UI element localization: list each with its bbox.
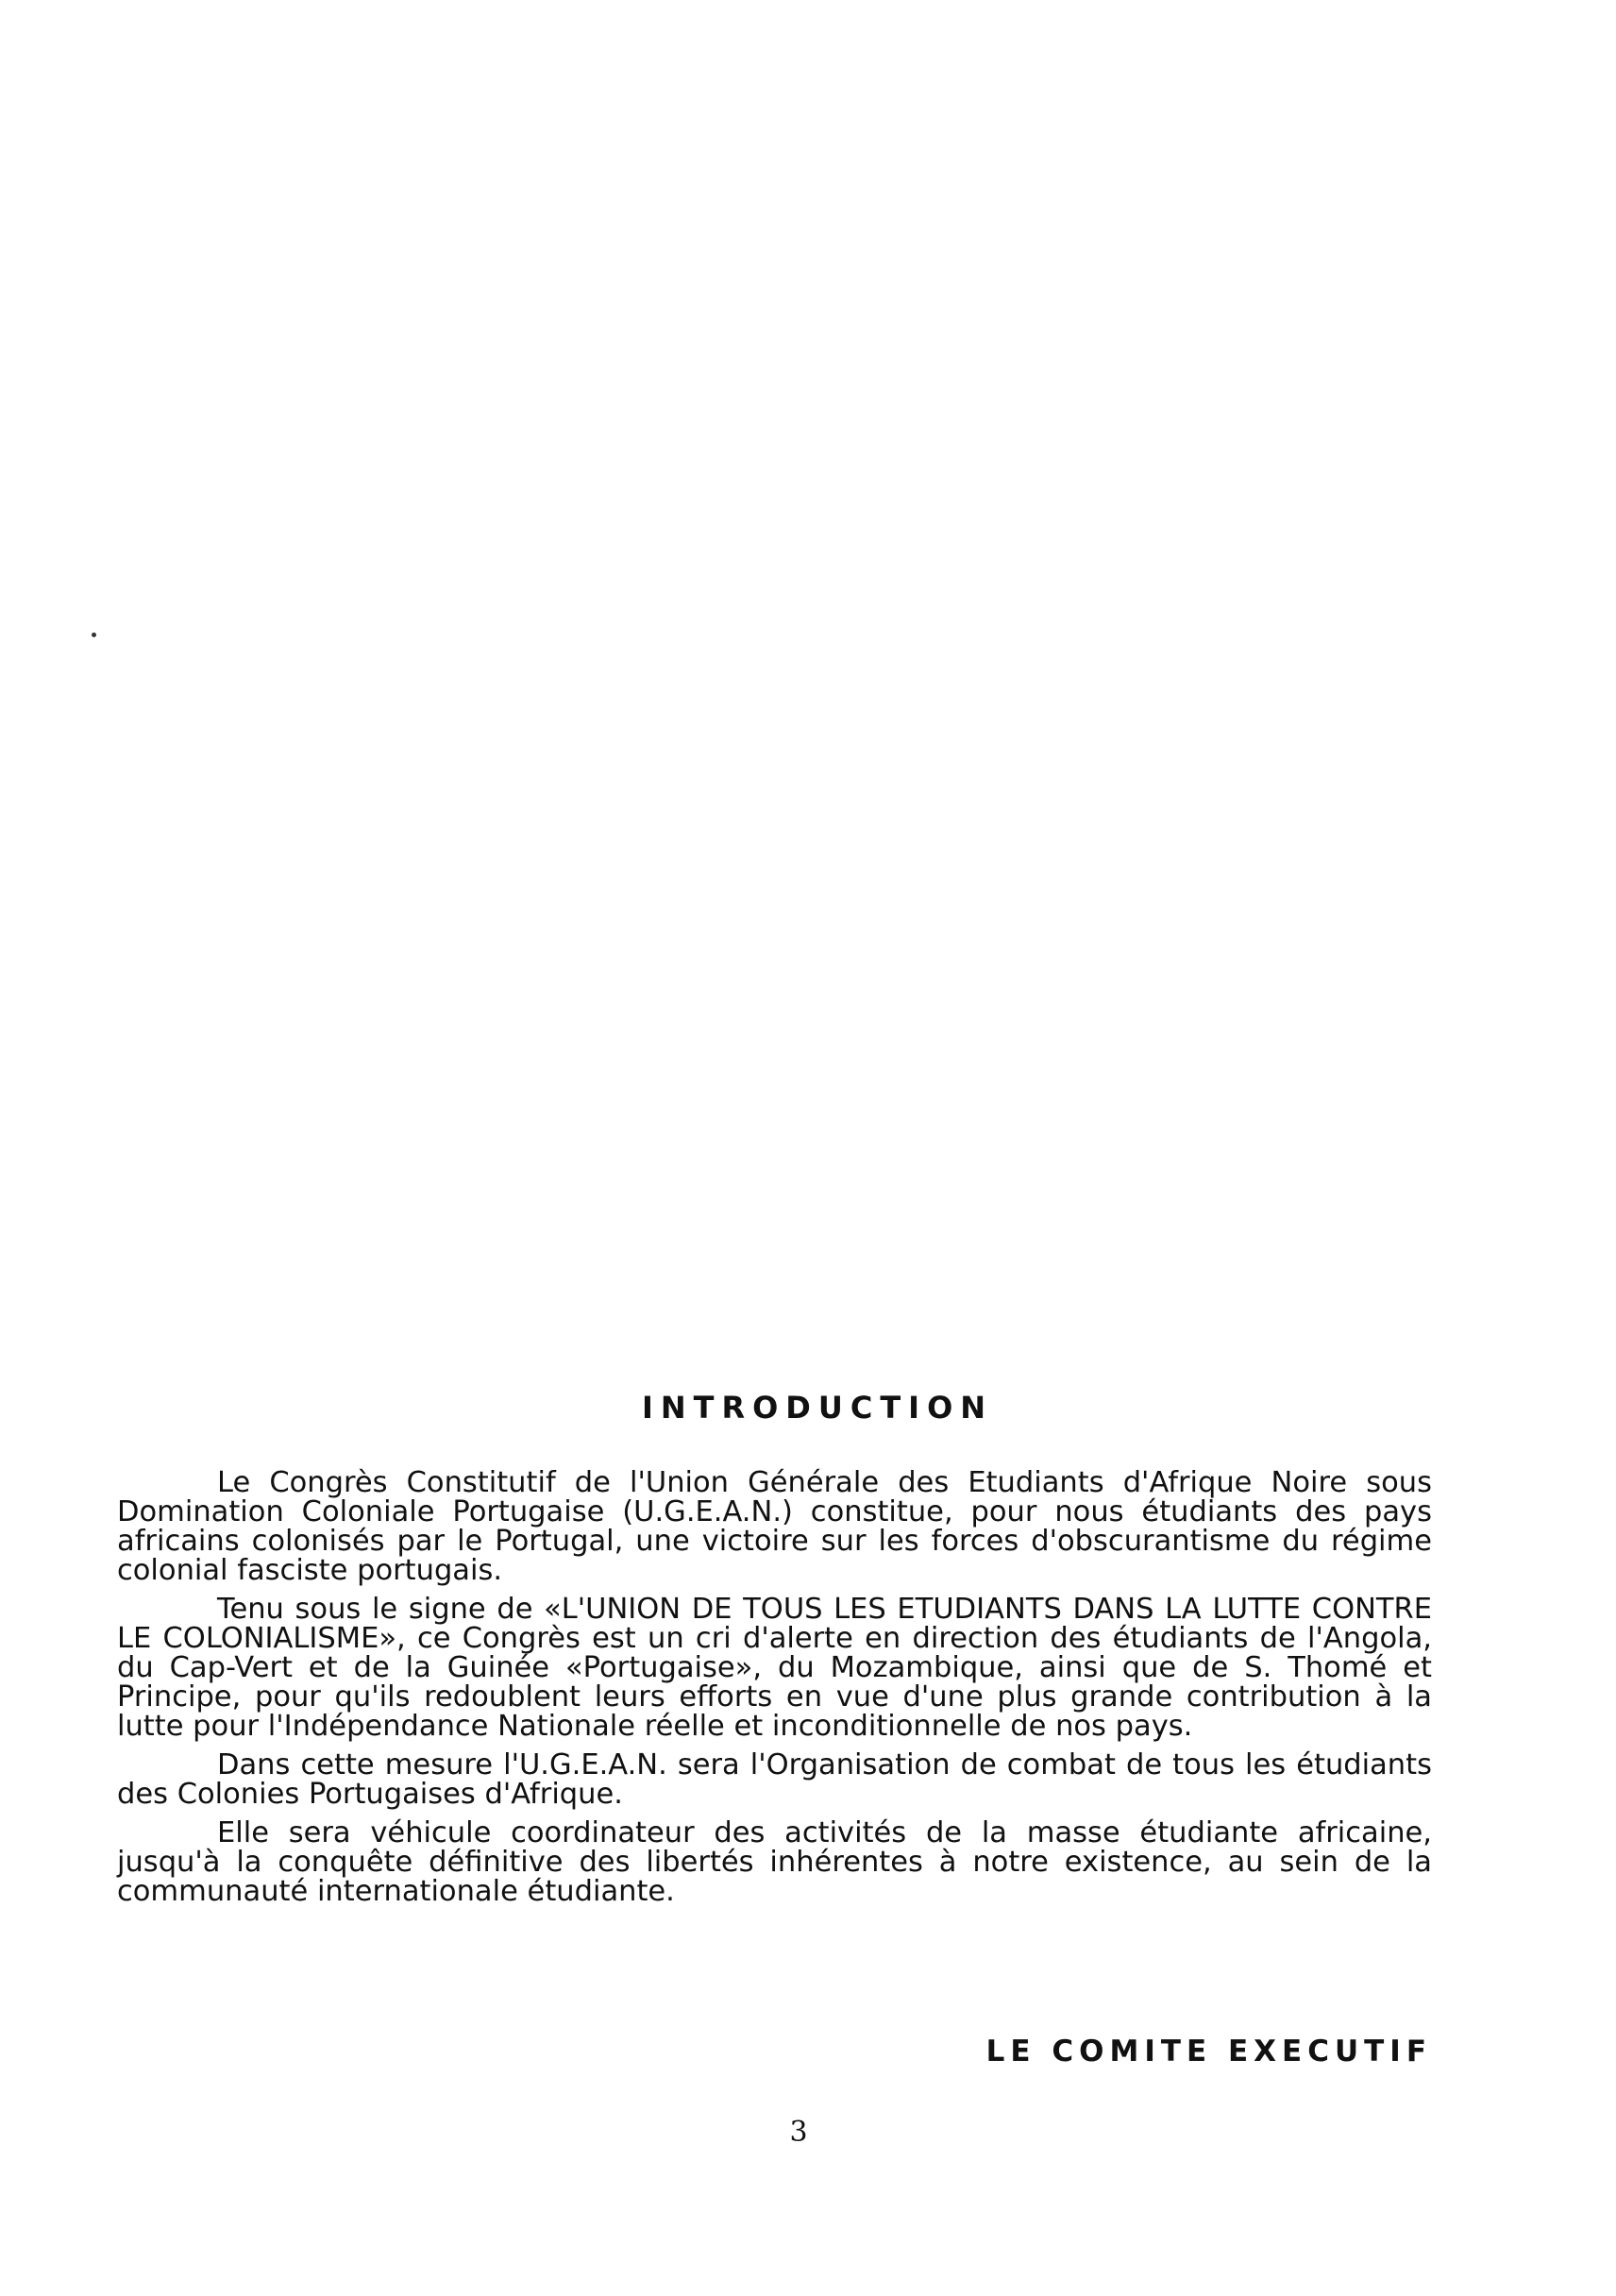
paragraph-3: Dans cette mesure l'U.G.E.A.N. sera l'Organisation de combat de tous les étudiants des Colonies Portugaises d'Afrique.: [117, 1748, 1432, 1811]
page-number: 3: [789, 2116, 808, 2149]
page-title: INTRODUCTION: [641, 1390, 994, 1426]
paragraph-4: Elle sera véhicule coordinateur des activités de la masse étudiante africaine, jusqu'à la conquête définitive des libertés inhérentes à notre existence, au sein de la communauté internationale étudiante.: [117, 1816, 1432, 1908]
body-text: [117, 1468, 1432, 1916]
scan-speck: [92, 633, 96, 637]
paragraph-2: Tenu sous le signe de «L'UNION DE TOUS LES ETUDIANTS DANS LA LUTTE CONTRE LE COLONIALISME», ce Congrès est un cri d'alerte en direction des étudiants de l'Angola, du Cap-Vert et de la Guinée «Portugaise», du Mozambique, ainsi que de S. Thomé et Principe, pour qu'ils redoublent leurs efforts en vue d'une plus grande contribution à la lutte pour l'Indépendance Nationale réelle et inconditionnelle de nos pays.: [117, 1593, 1432, 1743]
paragraph-1: Le Congrès Constitutif de l'Union Générale des Etudiants d'Afrique Noire sous Domination Coloniale Portugaise (U.G.E.A.N.) constitue, pour nous étudiants des pays africains colonisés par le Portugal, une victoire sur les forces d'obscurantisme du régime colonial fasciste portugais.: [117, 1466, 1432, 1587]
signature: LE COMITE EXECUTIF: [985, 2034, 1432, 2068]
